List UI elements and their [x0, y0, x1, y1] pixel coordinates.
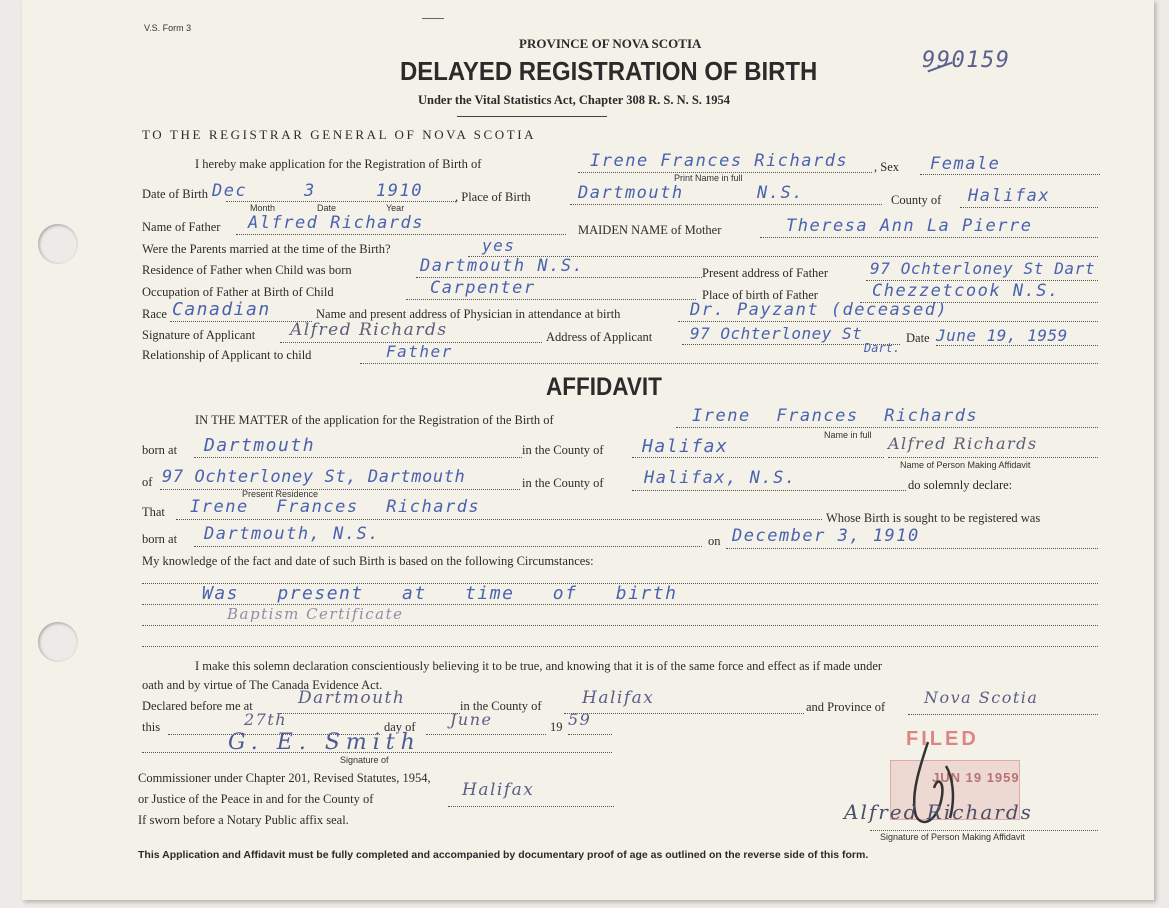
commissioner-line-2: or Justice of the Peace in and for the County of	[138, 792, 374, 806]
solemn-line-1: I make this solemn declaration conscientiously believing it to be true, and knowing that it is of the same force and effect as if made under	[195, 659, 883, 673]
residence-value: 97 Ochterloney St, Dartmouth	[162, 467, 466, 487]
year-suffix: 59	[568, 710, 592, 729]
race-label: Race	[142, 307, 167, 321]
born-at-value: Dartmouth	[204, 435, 316, 456]
this-label: this	[142, 720, 161, 734]
knowledge-label: My knowledge of the fact and date of such Birth is based on the following Circumstances:	[142, 554, 594, 568]
occupation-value: Carpenter	[430, 278, 536, 298]
father-birthplace-label: Place of birth of Father	[702, 288, 818, 302]
this-day-value: 27th	[244, 710, 288, 729]
province-label: and Province of	[806, 700, 886, 714]
deponent-signature-2: Alfred Richards	[844, 800, 1033, 824]
date-hint: Date	[317, 203, 337, 213]
addr-applicant-sub: Dart.	[864, 341, 901, 355]
mother-label: MAIDEN NAME of Mother	[578, 223, 722, 237]
dob-year: 1910	[376, 181, 423, 201]
header-rule	[457, 116, 607, 117]
father-label: Name of Father	[142, 220, 221, 234]
res-father-value: Dartmouth N.S.	[420, 256, 585, 276]
punch-hole	[38, 622, 78, 662]
physician-label: Name and present address of Physician in attendance at birth	[316, 307, 621, 321]
addressee: TO THE REGISTRAR GENERAL OF NOVA SCOTIA	[142, 127, 537, 142]
date-label: Date	[906, 331, 930, 345]
circumstance-2: Baptism Certificate	[227, 605, 404, 623]
mother-name: Theresa Ann La Pierre	[786, 216, 1033, 236]
stamp-date: JUN 19 1959	[932, 770, 1020, 785]
county-label-2: in the County of	[522, 443, 604, 457]
decl-county-label: in the County of	[460, 699, 542, 713]
county-value-2: Halifax	[642, 436, 729, 457]
relationship-value: Father	[386, 342, 453, 361]
married-label: Were the Parents married at the time of the Birth?	[142, 242, 391, 256]
child-name: Irene Frances Richards	[590, 151, 849, 171]
relationship-label: Relationship of Applicant to child	[142, 348, 312, 362]
declared-label: Declared before me at	[142, 699, 253, 713]
born-at-label: born at	[142, 443, 178, 457]
page-title: DELAYED REGISTRATION OF BIRTH	[400, 56, 818, 86]
of-label: of	[142, 475, 153, 489]
county-value-3: Halifax, N.S.	[644, 468, 797, 488]
that-label: That	[142, 505, 165, 519]
declare-label: do solemnly declare:	[908, 478, 1013, 492]
month-hint: Month	[250, 203, 276, 213]
month-value: June	[450, 710, 493, 729]
page-subtitle: Under the Vital Statistics Act, Chapter 308 R. S. N. S. 1954	[418, 93, 731, 107]
county-value: Halifax	[968, 186, 1051, 206]
race-value: Canadian	[172, 299, 271, 320]
signature-of-hint: Signature of	[340, 755, 389, 765]
sex-value: Female	[930, 154, 1001, 174]
dob-label: Date of Birth	[142, 187, 208, 201]
addr-applicant-value: 97 Ochterloney St	[690, 324, 863, 343]
intro-label: I hereby make application for the Registration of Birth of	[195, 157, 482, 171]
sex-label: , Sex	[874, 160, 899, 174]
day-of-label: day of	[384, 720, 416, 734]
deponent-sig-hint: Signature of Person Making Affidavit	[880, 832, 1025, 842]
province-heading: PROVINCE OF NOVA SCOTIA	[519, 36, 702, 51]
commissioner-county: Halifax	[462, 780, 535, 800]
decl-county-value: Halifax	[582, 688, 655, 708]
footer-note: This Application and Affidavit must be fully completed and accompanied by documentary proof of age as outlined on the reverse side of this form.	[138, 849, 869, 861]
that-name: Irene Frances Richards	[190, 497, 481, 517]
born-at-value-2: Dartmouth, N.S.	[204, 524, 381, 544]
notary-note: If sworn before a Notary Public affix seal.	[138, 813, 349, 827]
born-at-label-2: born at	[142, 532, 178, 546]
physician-value: Dr. Payzant (deceased)	[690, 300, 949, 320]
occupation-label: Occupation of Father at Birth of Child	[142, 285, 334, 299]
deponent-signature: Alfred Richards	[888, 434, 1038, 453]
declared-at-value: Dartmouth	[298, 688, 406, 708]
father-birthplace-value: Chezzetcook N.S.	[872, 281, 1060, 301]
county-label-3: in the County of	[522, 476, 604, 490]
on-label: on	[708, 534, 721, 548]
addr-applicant-label: Address of Applicant	[546, 330, 653, 344]
place-province: N.S.	[757, 183, 804, 203]
year-hint: Year	[386, 203, 405, 213]
county-label: County of	[891, 193, 942, 207]
year-prefix: 19	[550, 720, 563, 734]
circumstance-1: Was present at time of birth	[202, 583, 678, 604]
punch-hole	[38, 224, 78, 264]
filed-stamp: FILED	[906, 728, 979, 750]
registration-number: 990159	[922, 48, 1011, 73]
name-full-hint: Name in full	[824, 430, 872, 440]
province-value: Nova Scotia	[924, 688, 1039, 707]
married-value: yes	[482, 236, 516, 255]
sig-applicant-label: Signature of Applicant	[142, 328, 256, 342]
dob-day: 3	[304, 181, 316, 201]
affidavit-child-name: Irene Frances Richards	[692, 406, 979, 426]
on-date: December 3, 1910	[732, 526, 920, 546]
whose-label: Whose Birth is sought to be registered was	[826, 511, 1041, 525]
present-address-value: 97 Ochterloney St Dart	[870, 259, 1096, 278]
commissioner-line-1: Commissioner under Chapter 201, Revised Statutes, 1954,	[138, 771, 431, 785]
matter-label: IN THE MATTER of the application for the Registration of the Birth of	[195, 413, 554, 427]
solemn-line-2: oath and by virtue of The Canada Evidence Act.	[142, 678, 383, 692]
present-address-label: Present address of Father	[702, 266, 829, 280]
birth-registration-form	[22, 0, 1154, 900]
form-id: V.S. Form 3	[144, 23, 192, 33]
affidavit-heading: AFFIDAVIT	[546, 373, 662, 401]
print-name-hint: Print Name in full	[674, 173, 743, 183]
place-label: , Place of Birth	[455, 190, 531, 204]
dob-month: Dec	[212, 181, 248, 201]
father-name: Alfred Richards	[248, 213, 425, 233]
residence-hint: Present Residence	[242, 489, 319, 499]
deponent-hint: Name of Person Making Affidavit	[900, 460, 1031, 470]
res-father-label: Residence of Father when Child was born	[142, 263, 352, 277]
commissioner-signature: G. E. Smith	[228, 730, 421, 755]
place-city: Dartmouth	[578, 183, 684, 203]
sig-applicant-value: Alfred Richards	[290, 320, 448, 340]
header-mark	[422, 18, 444, 19]
date-value: June 19, 1959	[936, 326, 1068, 345]
